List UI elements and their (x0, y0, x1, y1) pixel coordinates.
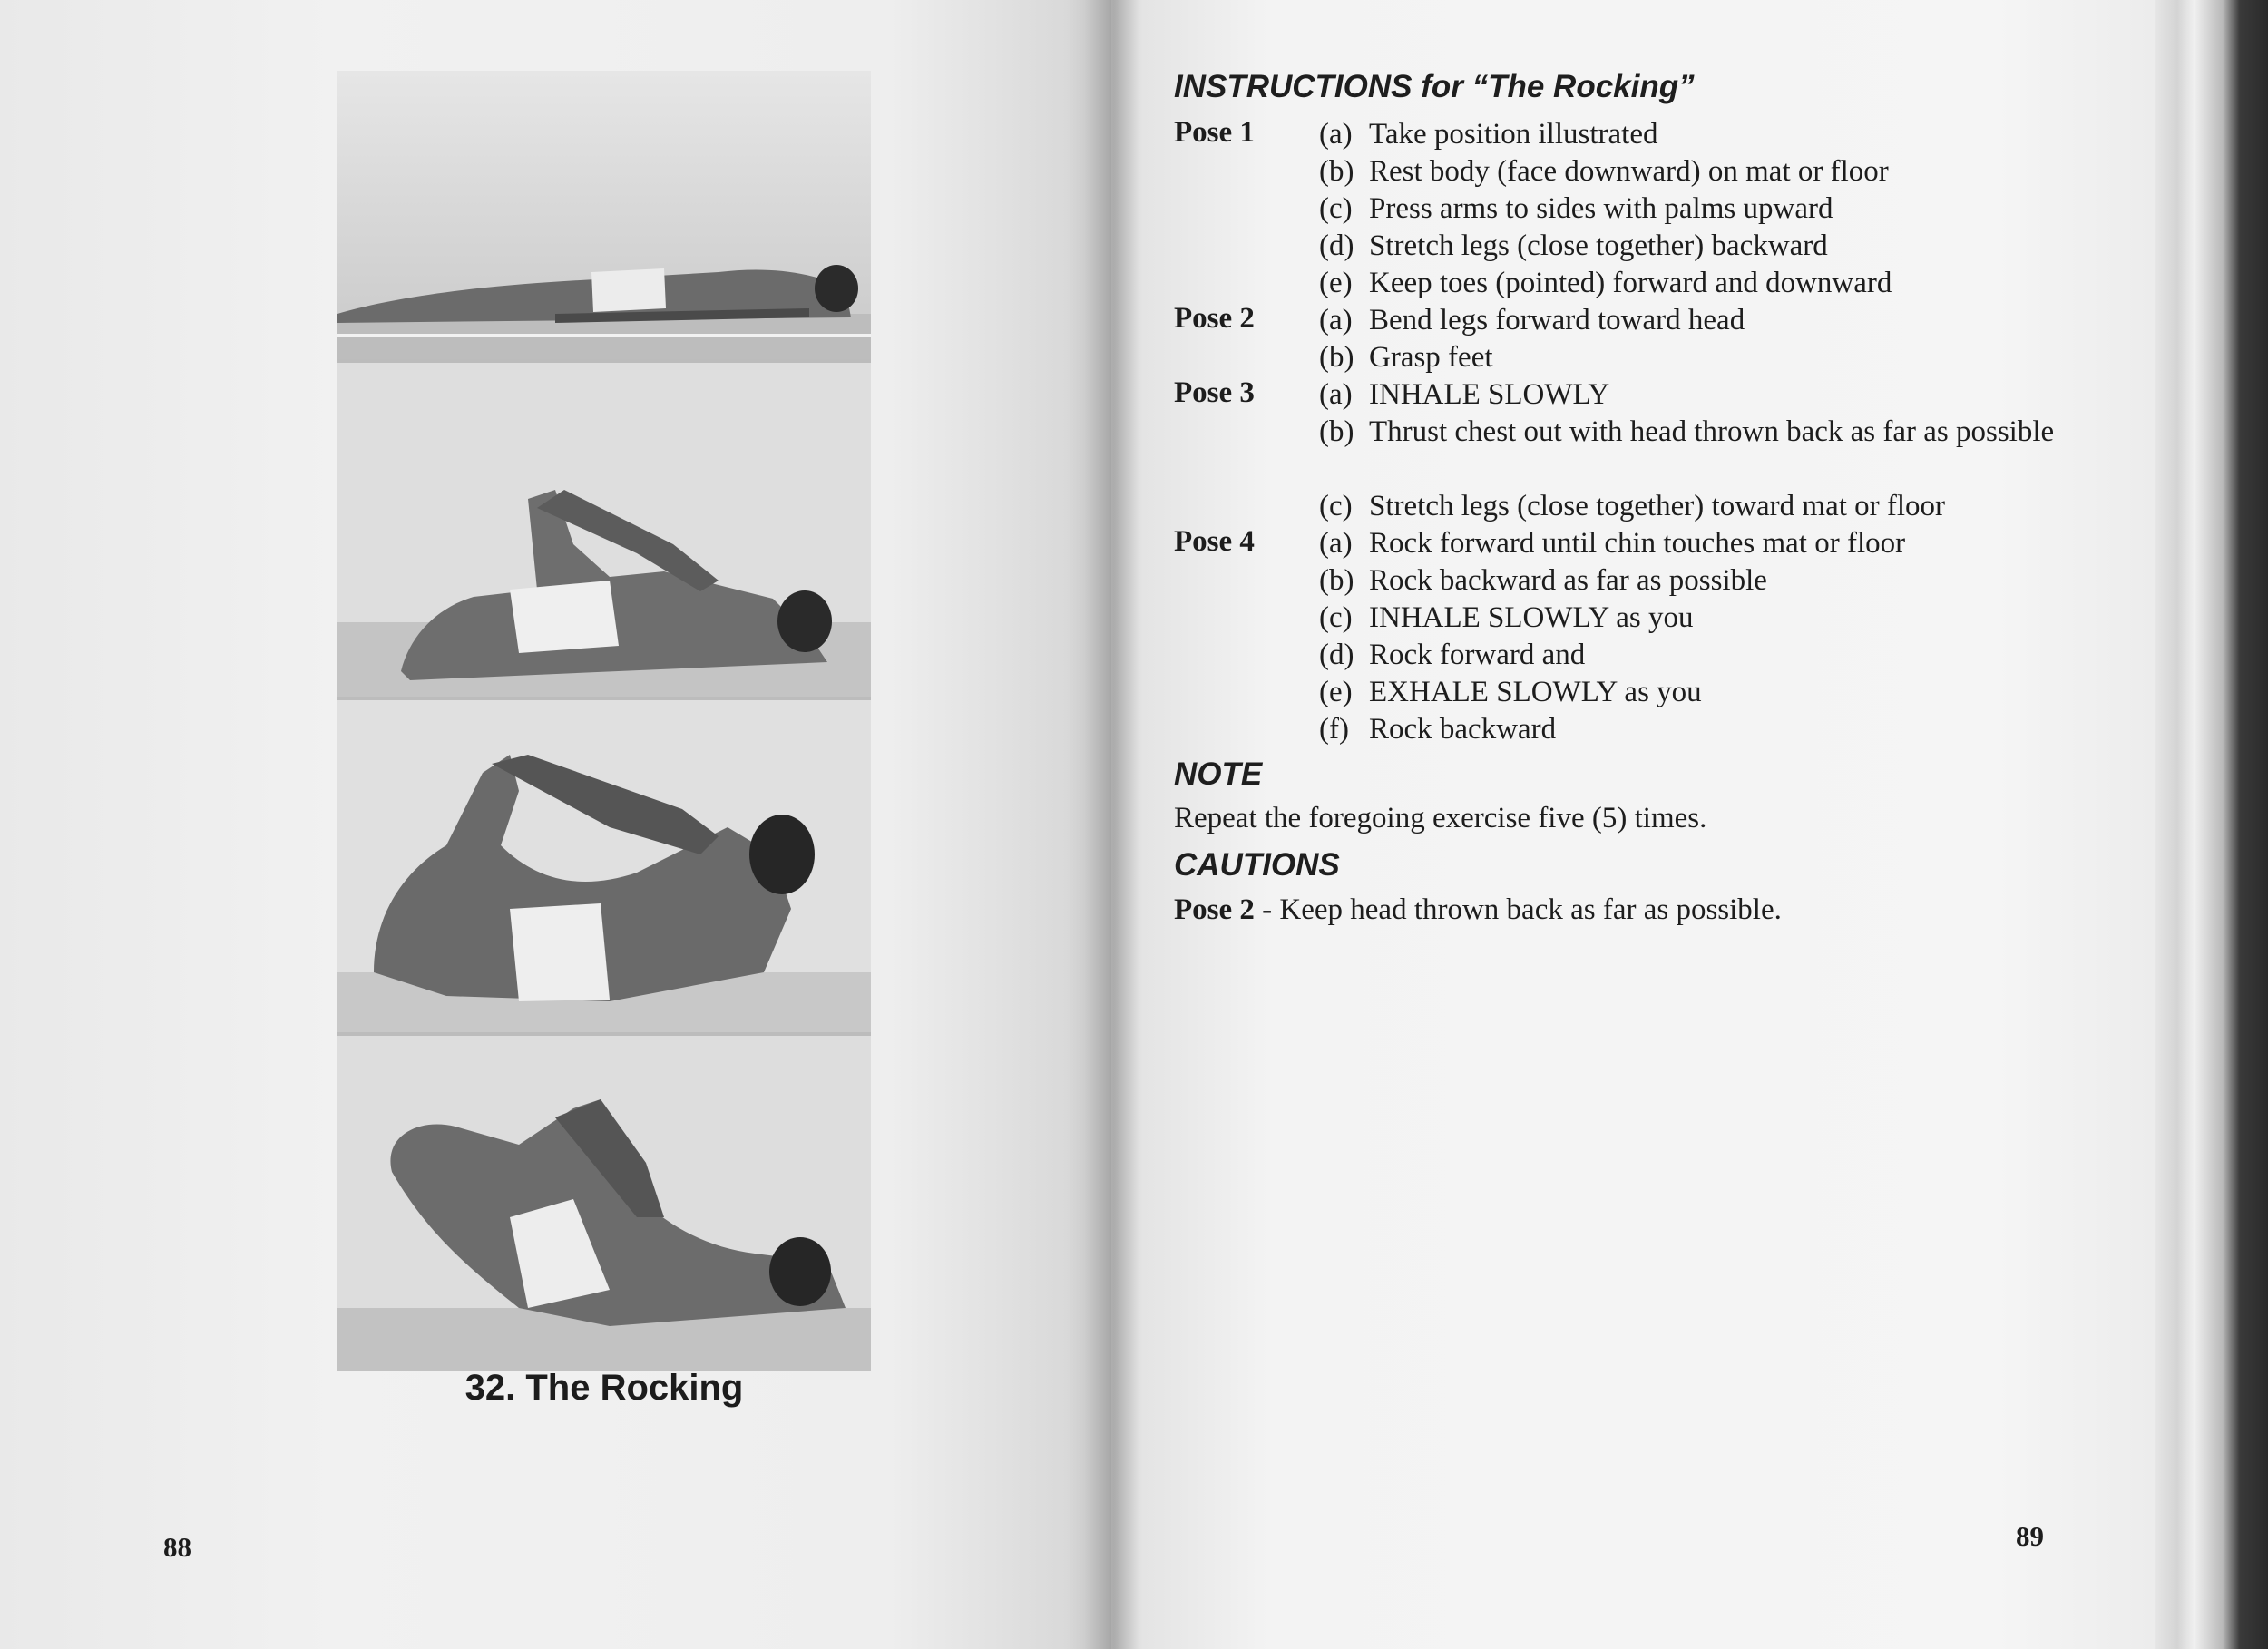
step-letter: (e) (1319, 676, 1353, 708)
step-letter: (a) (1319, 118, 1353, 151)
step-letter: (b) (1319, 341, 1354, 374)
figure-caption: 32. The Rocking (464, 1368, 744, 1408)
step-letter: (b) (1319, 564, 1354, 597)
step-text: Stretch legs (close together) toward mat or floor (1369, 490, 1946, 522)
left-page (0, 0, 1111, 1649)
pose-label: Pose 4 (1174, 525, 1255, 558)
step-text: Keep toes (pointed) forward and downward (1369, 267, 1892, 299)
step-text: Stretch legs (close together) backward (1369, 229, 1828, 262)
page-edge (2155, 0, 2268, 1649)
step-item (1319, 190, 2117, 228)
pose-steps (1319, 376, 2117, 525)
step-item (1319, 600, 2117, 637)
pose-steps (1319, 525, 2117, 748)
step-letter: (b) (1319, 155, 1354, 188)
step-item (1319, 376, 2117, 414)
instructions-title: INSTRUCTIONS for “The Rocking” (1174, 69, 1695, 104)
step-letter: (c) (1319, 192, 1353, 225)
step-item (1319, 302, 2117, 339)
step-item (1319, 265, 2117, 302)
page-number-left: 88 (163, 1531, 191, 1563)
caution-item (1174, 893, 1782, 927)
step-text: Rock backward (1369, 713, 1557, 746)
step-text: EXHALE SLOWLY as you (1369, 676, 1702, 708)
step-letter: (b) (1319, 415, 1354, 448)
step-item (1319, 228, 2117, 265)
step-text: INHALE SLOWLY as you (1369, 601, 1694, 634)
step-text: INHALE SLOWLY (1369, 378, 1610, 411)
photo-pose-2 (337, 363, 871, 700)
pose-label: Pose 3 (1174, 376, 1255, 409)
step-item (1319, 339, 2117, 376)
note-heading: NOTE (1174, 756, 1263, 792)
step-text: Rock forward until chin touches mat or floor (1369, 527, 1906, 560)
cautions-heading: CAUTIONS (1174, 847, 1340, 883)
photo-pose-4 (337, 1036, 871, 1371)
step-letter: (d) (1319, 229, 1354, 262)
pose-label: Pose 2 (1174, 302, 1255, 335)
step-item (1319, 488, 2117, 525)
step-item (1319, 674, 2117, 711)
step-text: Bend legs forward toward head (1369, 304, 1745, 337)
step-text: Grasp feet (1369, 341, 1493, 374)
step-letter: (c) (1319, 601, 1353, 634)
step-text: Rest body (face downward) on mat or floor (1369, 155, 1889, 188)
step-letter: (f) (1319, 713, 1349, 746)
step-letter: (a) (1319, 378, 1353, 411)
step-text: Thrust chest out with head thrown back as far as possible (1369, 415, 2055, 448)
step-item (1319, 711, 2117, 748)
step-text: Press arms to sides with palms upward (1369, 192, 1833, 225)
step-item (1319, 637, 2117, 674)
step-text: Rock backward as far as possible (1369, 564, 1767, 597)
photo-pose-3 (337, 700, 871, 1036)
step-letter: (a) (1319, 527, 1353, 560)
step-text: Take position illustrated (1369, 118, 1658, 151)
step-text: Rock forward and (1369, 639, 1586, 671)
step-item (1319, 525, 2117, 562)
step-letter: (c) (1319, 490, 1353, 522)
step-item (1319, 153, 2117, 190)
step-item (1319, 414, 2063, 488)
caution-text: - Keep head thrown back as far as possible. (1254, 893, 1782, 926)
step-letter: (e) (1319, 267, 1353, 299)
step-letter: (a) (1319, 304, 1353, 337)
exercise-photo-strip (337, 71, 871, 1371)
pose-steps (1319, 302, 2117, 376)
photo-pose-1 (337, 71, 871, 363)
pose-steps (1319, 116, 2117, 302)
step-item (1319, 116, 2117, 153)
step-letter: (d) (1319, 639, 1354, 671)
caution-pose-label: Pose 2 (1174, 893, 1255, 926)
pose-label: Pose 1 (1174, 116, 1255, 149)
page-number-right: 89 (2016, 1520, 2044, 1552)
book-gutter (1084, 0, 1139, 1649)
step-item (1319, 562, 2117, 600)
note-text: Repeat the foregoing exercise five (5) times. (1174, 802, 1707, 834)
